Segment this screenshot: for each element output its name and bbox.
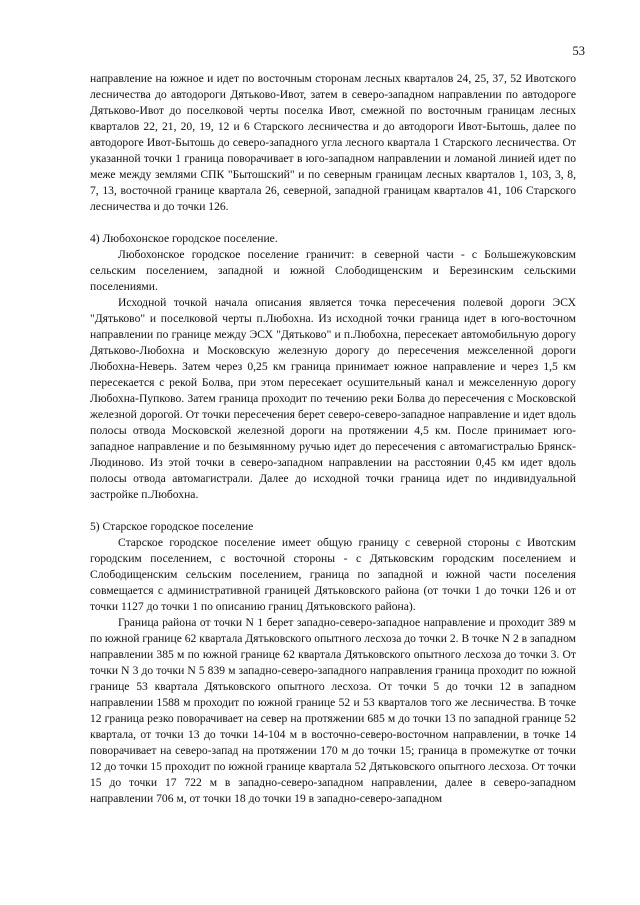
section-heading-starskoe: 5) Старское городское поселение <box>90 520 254 533</box>
page-number: 53 <box>572 44 585 58</box>
paragraph-lyubokhna-boundary: Исходной точкой начала описания является точка пересечения полевой дороги ЭСХ "Дятьково" и поселковой черты п.Любохна. Из исходной точки граница идет в юго-восточном направлении по границе между ЭСХ "Дятьково" и п.Любохна, пересекает автомобильную дорогу Дятьково-Любохна и Московскую железную дорогу до пересечения межселенной дороги Любохна-Неверь. Затем через 0,25 км граница принимает южное направление и через 1,5 км пересекается с рекой Болва, при этом пересекает осушительный канал и межселенную дорогу Любохна-Пупково. Затем граница проходит по течению реки Болва до пересечения с Московской железной дорогой. От точки пересечения берет северо-северо-западное направление и идет вдоль полосы отвода Московской железной дороги на протяжении 4,5 км. После принимает юго-западное направление и по безымянному ручью идет до пересечения с автомагистралью Брянск-Людиново. Из этой точки в северо-западном направлении на расстоянии 0,45 км идет вдоль полосы отвода автомагистрали. Далее до исходной точки граница идет по индивидуальной застройке п.Любохна. <box>90 296 576 501</box>
paragraph-ivot-boundary: направление на южное и идет по восточным сторонам лесных кварталов 24, 25, 37, 52 Ивотского лесничества до автодороги Дятьково-Ивот, затем в северо-западном направлении по автодороге Дятьково-Ивот до поселковой черты поселка Ивот, смежной по восточным границам лесных кварталов 22, 21, 20, 19, 12 и 6 Старского лесничества и до автодороги Ивот-Бытошь, далее по автодороге Ивот-Бытошь до северо-западного угла лесного квартала 1 Старского лесничества. От указанной точки 1 граница поворачивает в юго-западном направлении и ломаной линией идет по меже между землями СПК "Бытошский" и по северным границам лесных кварталов 1, 103, 3, 8, 7, 13, восточной границе квартала 26, северной, западной границам кварталов 41, 106 Старского лесничества и до точки 126. <box>90 72 576 213</box>
paragraph-starskoe-boundary: Граница района от точки N 1 берет западно-северо-западное направление и проходит 389 м по южной границе 62 квартала Дятьковского опытного лесхоза до точки 2. В точке N 2 в западном направлении 385 м по южной границе 62 квартала Дятьковского опытного лесхоза до точки 3. От точки N 3 до точки N 5 839 м западно-северо-западного направления граница проходит по южной границе 53 квартала Дятьковского опытного лесхоза. От точки 5 до точки 12 в западном направлении 1588 м проходит по южной границе 52 и 53 кварталов того же лесничества. В точке 12 граница резко поворачивает на север на протяжении 685 м до точки 13 по западной границе 52 квартала, от точки 13 до точки 14-104 м в восточно-северо-восточном направлении, в точке 14 поворачивает на северо-запад на протяжении 170 м до точки 15; граница в промежутке от точки 12 до точки 15 проходит по южной границе квартала 52 Дятьковского опытного лесхоза. От точки 15 до точки 17 722 м в западно-северо-западном направлении, далее в северо-западном направлении 706 м, от точки 18 до точки 19 в западно-северо-западном <box>90 616 576 805</box>
document-body <box>90 71 576 807</box>
section-gap <box>90 215 576 231</box>
paragraph-starskoe-neighbors: Старское городское поселение имеет общую границу с северной стороны с Ивотским городским поселением, с восточной стороны - с Дятьковским городским поселением и Слободищенским сельским поселением, граница по западной и южной части поселения совмещается с административной границей Дятьковского района (от точки 1 до точки 126 и от точки 1127 до точки 1 по описанию границ Дятьковского района). <box>90 536 576 613</box>
section-gap <box>90 503 576 519</box>
paragraph-lyubokhna-neighbors: Любохонское городское поселение граничит: в северной части - с Большежуковским сельским поселением, западной и южной Слободищенским и Березинским сельскими поселениями. <box>90 248 576 293</box>
section-heading-lyubokhna: 4) Любохонское городское поселение. <box>90 232 278 245</box>
